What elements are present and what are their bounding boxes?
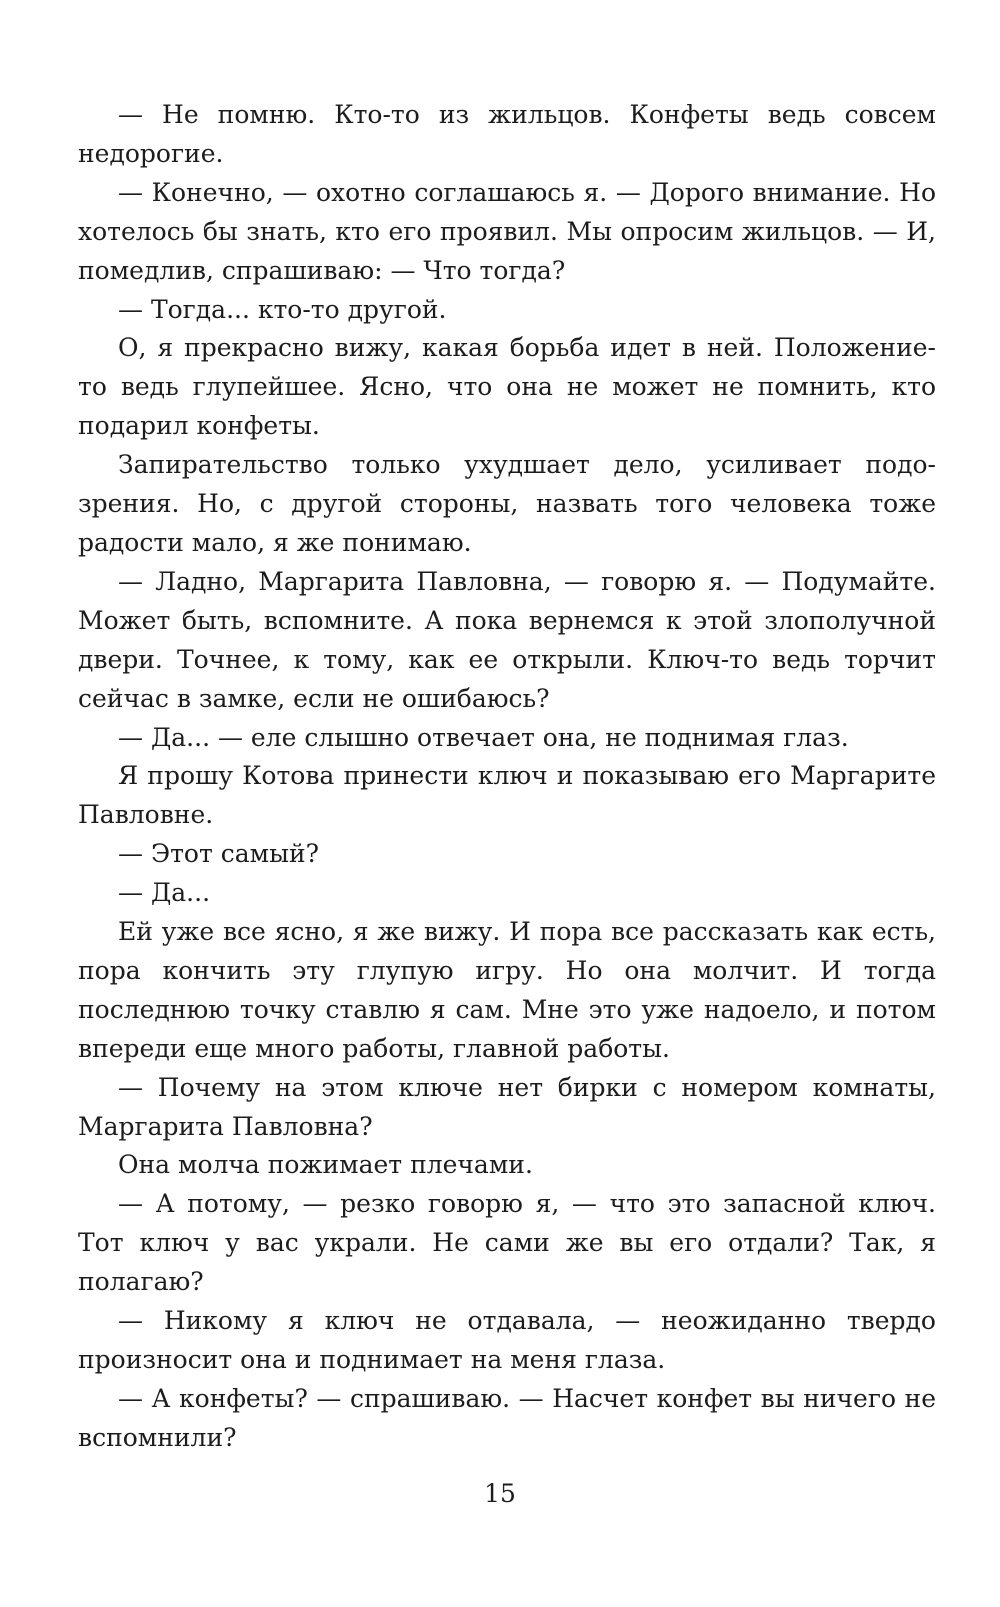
- paragraph-2: — Конечно, — охотно соглашаюсь я. — Дорого внимание. Но хотелось бы знать, кто его проявил. Мы опросим жильцов. — И, помедлив, спрашиваю: — Что тогда?: [78, 177, 936, 285]
- paragraph-14: — А потому, — резко говорю я, — что это запасной ключ. Тот ключ у вас украли. Не сами же вы его отдали? Так, я полагаю?: [78, 1189, 936, 1297]
- page-number: 15: [484, 1479, 516, 1508]
- paragraph-16: — А конфеты? — спрашиваю. — Насчет конфет вы ничего не вспомнили?: [78, 1383, 936, 1452]
- paragraph-15: — Никому я ключ не отдавала, — неожиданно твердо произносит она и поднимает на меня глаза.: [78, 1306, 936, 1374]
- paragraph-5: Запирательство только ухудшает дело, усиливает подозрения. Но, с другой стороны, назвать того человека тоже радости мало, я же понимаю.: [78, 450, 936, 557]
- paragraph-12: — Почему на этом ключе нет бирки с номером комнаты, Маргарита Павловна?: [78, 1072, 936, 1141]
- paragraph-6: — Ладно, Маргарита Павловна, — говорю я. — Подумайте. Может быть, вспомните. А пока вернемся к этой злополучной двери. Точнее, к тому, как ее открыли. Ключ-то ведь торчит сейчас в замке, если не ошибаюсь?: [78, 566, 936, 713]
- page-body-text: [78, 96, 936, 1458]
- paragraph-1: — Не помню. Кто-то из жильцов. Конфеты ведь совсем недорогие.: [78, 100, 936, 168]
- paragraph-7: — Да... — еле слышно отвечает она, не поднимая глаз.: [118, 722, 849, 752]
- paragraph-9: — Этот самый?: [118, 839, 320, 869]
- paragraph-13: Она молча пожимает плечами.: [118, 1150, 533, 1180]
- paragraph-10: — Да...: [118, 878, 211, 908]
- paragraph-3: — Тогда... кто-то другой.: [118, 294, 447, 324]
- paragraph-11: Ей уже все ясно, я же вижу. И пора все рассказать как есть, пора кончить эту глупую игру. Но она молчит. И тогда последнюю точку ставлю я сам. Мне это уже надоело, и потом впереди еще много работы, главной работы.: [78, 917, 936, 1063]
- paragraph-4: О, я прекрасно вижу, какая борьба идет в ней. Положение-то ведь глупейшее. Ясно, что она не может не помнить, кто подарил конфеты.: [78, 333, 936, 441]
- paragraph-8: Я прошу Котова принести ключ и показываю его Маргарите Павловне.: [78, 761, 936, 830]
